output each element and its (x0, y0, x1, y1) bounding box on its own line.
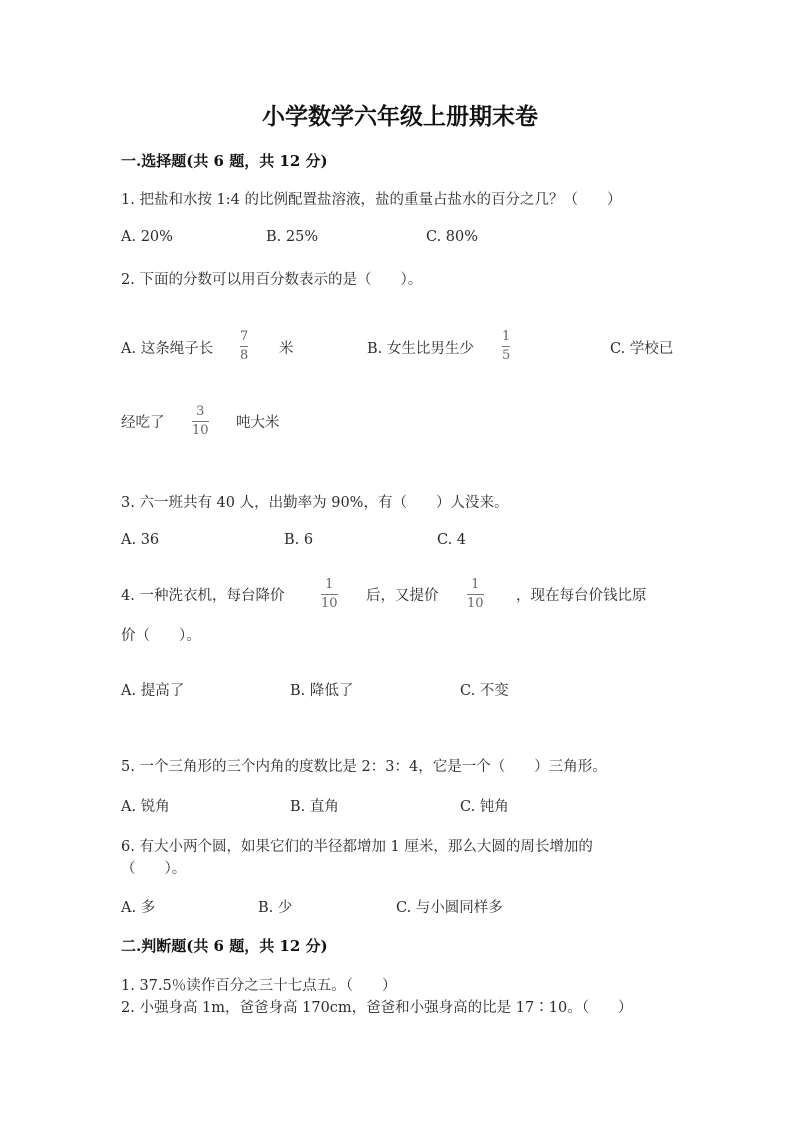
fraction-bar (192, 421, 209, 422)
q6-option-a: A. 多 (121, 900, 156, 916)
q4-fraction-2 (467, 577, 484, 612)
q5-option-a: A. 锐角 (121, 799, 170, 815)
q2-option-b-fraction (502, 329, 510, 364)
q1-option-c: C. 80% (426, 229, 479, 245)
fraction-bar (502, 346, 510, 347)
q4-option-c: C. 不变 (460, 683, 509, 699)
q2-option-c-suffix: 吨大米 (236, 415, 280, 431)
question-1-text: 1. 把盐和水按 1:4 的比例配置盐溶液，盐的重量占盐水的百分之几？（ ） (121, 192, 622, 208)
question-4-text-mid: 后，又提价 (366, 588, 439, 604)
q2-option-a-unit: 米 (279, 341, 294, 357)
fraction-numerator: 1 (502, 329, 511, 344)
question-5-text: 5. 一个三角形的三个内角的度数比是 2：3：4，它是一个（ ）三角形。 (121, 759, 607, 775)
question-4-text-start: 4. 一种洗衣机，每台降价 (121, 588, 285, 604)
fraction-denominator: 10 (467, 596, 484, 611)
q3-option-c: C. 4 (437, 532, 467, 548)
section-heading-choice: 一.选择题(共 6 题，共 12 分) (121, 152, 328, 170)
q2-option-c-continued: 经吃了 (121, 415, 165, 431)
judgement-question-2: 2. 小强身高 1m，爸爸身高 170cm，爸爸和小强身高的比是 17∶10。（ ） (121, 1000, 633, 1016)
question-6-text-line2: （ ）。 (121, 861, 187, 877)
question-4-text-end: ，现在每台价钱比原 (516, 588, 647, 604)
q4-option-b: B. 降低了 (290, 683, 354, 699)
question-3-text: 3. 六一班共有 40 人，出勤率为 90%，有（ ）人没来。 (121, 495, 509, 511)
question-4-text-line2: 价（ ）。 (121, 628, 201, 644)
fraction-denominator: 5 (502, 348, 511, 363)
fraction-denominator: 8 (240, 348, 249, 363)
fraction-numerator: 1 (471, 577, 480, 592)
question-2-text: 2. 下面的分数可以用百分数表示的是（ ）。 (121, 272, 423, 288)
q5-option-c: C. 钝角 (460, 799, 509, 815)
q1-option-b: B. 25% (266, 229, 319, 245)
fraction-denominator: 10 (321, 596, 338, 611)
q4-option-a: A. 提高了 (121, 683, 185, 699)
q2-option-c-fraction (192, 404, 209, 439)
fraction-bar (467, 594, 484, 595)
q2-option-a-prefix: A. 这条绳子长 (121, 341, 214, 357)
fraction-numerator: 1 (325, 577, 334, 592)
fraction-bar (321, 594, 338, 595)
section-heading-judgement: 二.判断题(共 6 题，共 12 分) (121, 937, 328, 955)
q2-option-b-prefix: B. 女生比男生少 (367, 341, 474, 357)
q1-option-a: A. 20% (121, 229, 173, 245)
question-6-text: 6. 有大小两个圆，如果它们的半径都增加 1 厘米，那么大圆的周长增加的 (121, 839, 593, 855)
q2-option-a-fraction (240, 329, 248, 364)
q3-option-a: A. 36 (121, 532, 160, 548)
fraction-bar (240, 346, 248, 347)
q6-option-b: B. 少 (258, 900, 293, 916)
q3-option-b: B. 6 (284, 532, 314, 548)
fraction-denominator: 10 (192, 423, 209, 438)
q6-option-c: C. 与小圆同样多 (396, 900, 503, 916)
q5-option-b: B. 直角 (290, 799, 339, 815)
fraction-numerator: 7 (240, 329, 249, 344)
fraction-numerator: 3 (196, 404, 205, 419)
q2-option-c-prefix: C. 学校已 (610, 341, 674, 357)
page-title: 小学数学六年级上册期末卷 (262, 103, 538, 130)
judgement-question-1: 1. 37.5％读作百分之三十七点五。（ ） (121, 978, 397, 994)
q4-fraction-1 (321, 577, 338, 612)
